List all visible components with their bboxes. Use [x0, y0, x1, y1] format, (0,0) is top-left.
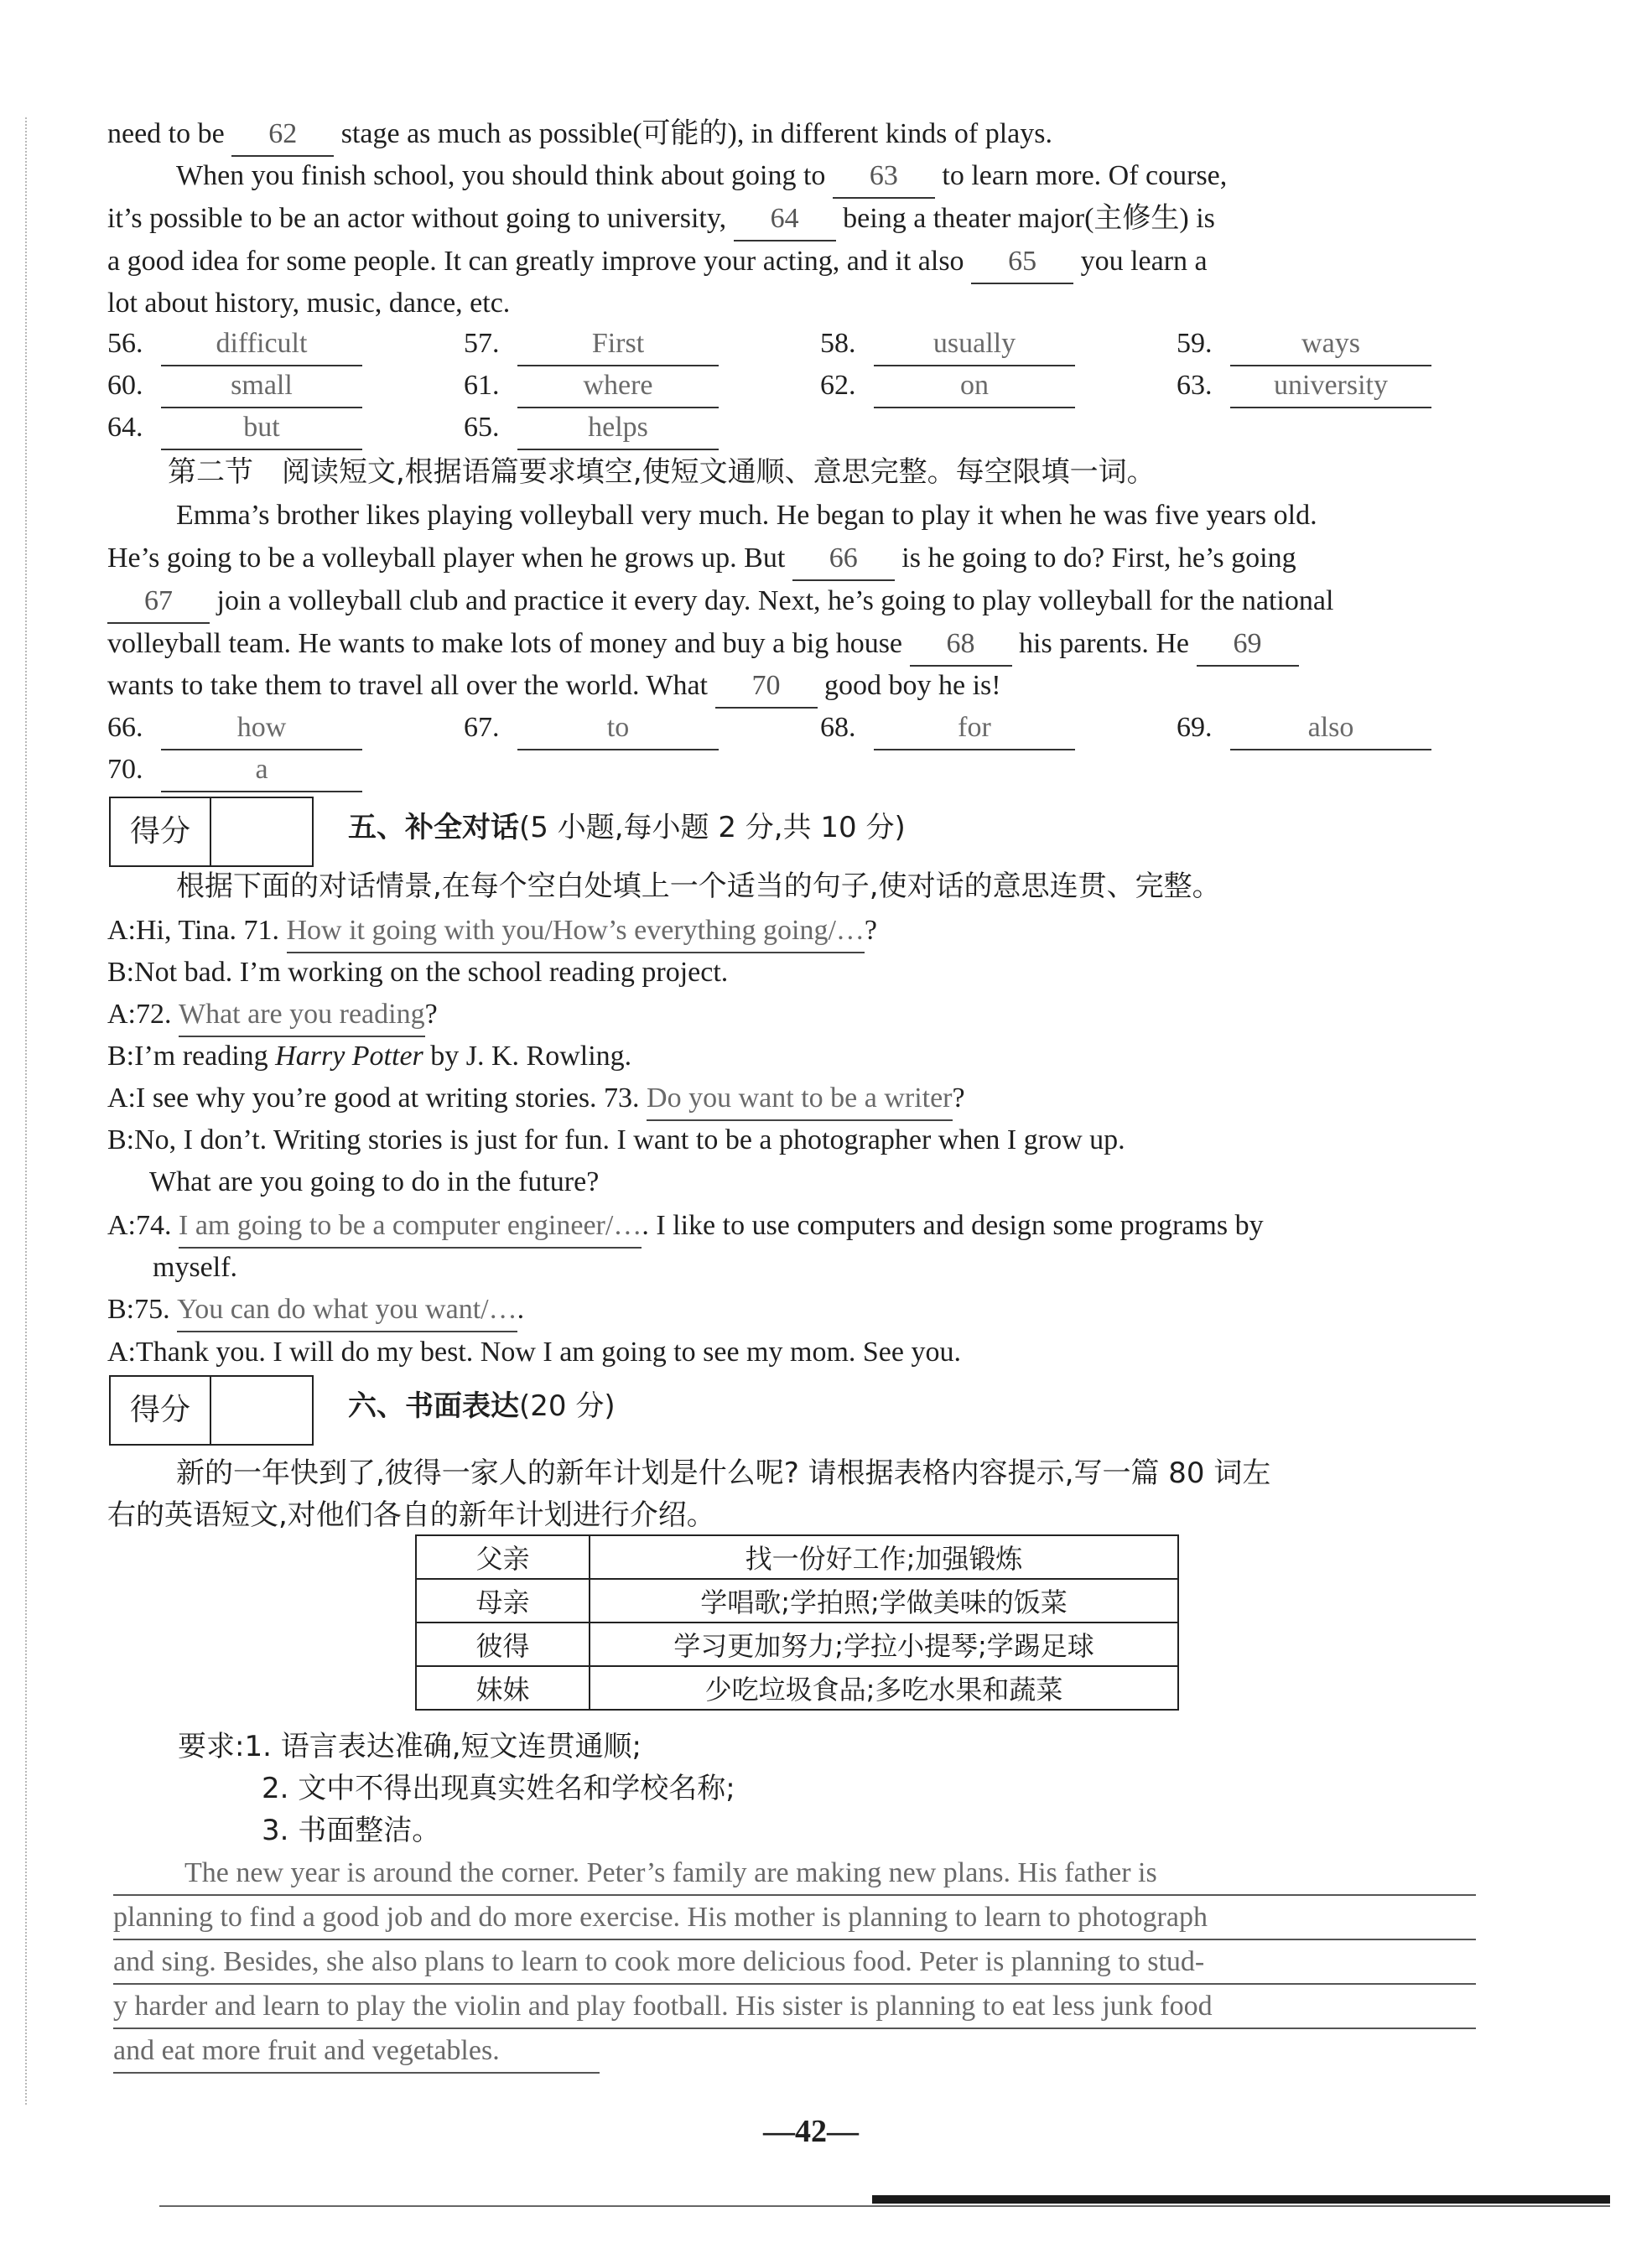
blank-67: 67	[107, 580, 210, 624]
answer-61: 61. where	[464, 365, 719, 408]
blank-63: 63	[833, 155, 935, 199]
binding-edge	[25, 117, 27, 2105]
requirement-3: 3. 书面整洁。	[262, 1814, 441, 1847]
dialogue-3: A:72. What are you reading?	[107, 994, 438, 1037]
answer-65: 65. helps	[464, 407, 719, 450]
dialogue-1: A:Hi, Tina. 71. How it going with you/How’s everything going/…?	[107, 910, 877, 953]
answer-74: I am going to be a computer engineer/…	[179, 1205, 642, 1249]
answer-64: 64. but	[107, 407, 362, 450]
answer-75: You can do what you want/…	[177, 1289, 517, 1332]
answer-62: 62. on	[820, 365, 1075, 408]
blank-69: 69	[1197, 623, 1299, 667]
section2-heading: 第二节 阅读短文,根据语篇要求填空,使短文通顺、意思完整。每空限填一词。	[168, 455, 1156, 489]
dialogue-9: myself.	[153, 1252, 238, 1283]
dialogue-5: A:I see why you’re good at writing stories. 73. Do you want to be a writer?	[107, 1077, 965, 1121]
essay-line: y harder and learn to play the violin and play football. His sister is planning to eat less junk food	[113, 1985, 1476, 2029]
blank-62: 62	[231, 113, 334, 157]
score-label: 得分	[111, 798, 211, 865]
passage-line-2: When you finish school, you should think about going to 63 to learn more. Of course,	[176, 155, 1227, 199]
essay-line: planning to find a good job and do more exercise. His mother is planning to learn to photograph	[113, 1896, 1476, 1940]
score-box-part6	[109, 1375, 314, 1446]
requirement-2: 2. 文中不得出现真实姓名和学校名称;	[262, 1772, 735, 1805]
answer-58: 58. usually	[820, 323, 1075, 366]
section2-line-5: wants to take them to travel all over the world. What 70 good boy he is!	[107, 665, 1001, 709]
table-row: 妹妹 少吃垃圾食品;多吃水果和蔬菜	[416, 1666, 1178, 1710]
dialogue-2: B:Not bad. I’m working on the school reading project.	[107, 957, 729, 988]
essay-line: and eat more fruit and vegetables.	[113, 2029, 600, 2074]
blank-68: 68	[910, 623, 1012, 667]
section2-line-1: Emma’s brother likes playing volleyball very much. He began to play it when he was five years old.	[176, 500, 1317, 531]
table-row: 彼得 学习更加努力;学拉小提琴;学踢足球	[416, 1623, 1178, 1666]
requirement-1: 要求:1. 语言表达准确,短文连贯通顺;	[178, 1730, 642, 1763]
passage-line-4: a good idea for some people. It can greatly improve your acting, and it also 65 you learn a	[107, 241, 1208, 284]
part5-instruction: 根据下面的对话情景,在每个空白处填上一个适当的句子,使对话的意思连贯、完整。	[176, 870, 1221, 903]
passage-line-3: it’s possible to be an actor without going to university, 64 being a theater major(主修生) is	[107, 198, 1215, 241]
answer-60: 60. small	[107, 365, 362, 408]
part6-instruction-2: 右的英语短文,对他们各自的新年计划进行介绍。	[107, 1498, 715, 1532]
dialogue-6: B:No, I don’t. Writing stories is just for fun. I want to be a photographer when I grow up.	[107, 1124, 1125, 1155]
dialogue-7: What are you going to do in the future?	[149, 1166, 600, 1197]
table-row: 母亲 学唱歌;学拍照;学做美味的饭菜	[416, 1579, 1178, 1623]
answer-68: 68. for	[820, 707, 1075, 750]
answer-56: 56. difficult	[107, 323, 362, 366]
dialogue-8: A:74. I am going to be a computer engineer/…. I like to use computers and design some programs by	[107, 1205, 1264, 1249]
answer-63: 63. university	[1177, 365, 1431, 408]
part6-instruction-1: 新的一年快到了,彼得一家人的新年计划是什么呢? 请根据表格内容提示,写一篇 80 词左	[176, 1456, 1271, 1490]
answer-71: How it going with you/How’s everything going/…	[287, 910, 865, 953]
score-box-part5	[109, 797, 314, 867]
score-label: 得分	[111, 1377, 211, 1444]
blank-66: 66	[792, 537, 895, 581]
answer-59: 59. ways	[1177, 323, 1431, 366]
part6-title: 六、书面表达(20 分)	[348, 1389, 616, 1423]
answer-70: 70. a	[107, 749, 362, 792]
answer-67: 67. to	[464, 707, 719, 750]
essay-answer	[113, 1851, 1476, 2074]
section2-line-3: 67 join a volleyball club and practice it every day. Next, he’s going to play volleyball for the national	[107, 580, 1333, 624]
blank-64: 64	[734, 198, 836, 241]
table-row: 父亲 找一份好工作;加强锻炼	[416, 1535, 1178, 1579]
passage-line-5: lot about history, music, dance, etc.	[107, 288, 511, 319]
answer-66: 66. how	[107, 707, 362, 750]
blank-65: 65	[971, 241, 1073, 284]
part5-title: 五、补全对话(5 小题,每小题 2 分,共 10 分)	[348, 811, 906, 844]
answer-73: Do you want to be a writer	[647, 1077, 952, 1121]
essay-line: and sing. Besides, she also plans to learn to cook more delicious food. Peter is planning to stud-	[113, 1940, 1476, 1985]
dialogue-10: B:75. You can do what you want/….	[107, 1289, 524, 1332]
bottom-rule-thin	[159, 2205, 1610, 2207]
answer-69: 69. also	[1177, 707, 1431, 750]
page-number: —42—	[763, 2114, 859, 2149]
passage-line-1: need to be 62 stage as much as possible(可能的), in different kinds of plays.	[107, 113, 1052, 157]
answer-72: What are you reading	[179, 994, 425, 1037]
section2-line-2: He’s going to be a volleyball player when he grows up. But 66 is he going to do? First, he’s going	[107, 537, 1296, 581]
answer-57: 57. First	[464, 323, 719, 366]
plan-table	[415, 1534, 1179, 1711]
blank-70: 70	[715, 665, 818, 709]
dialogue-4: B:I’m reading Harry Potter by J. K. Rowling.	[107, 1041, 632, 1072]
section2-line-4: volleyball team. He wants to make lots of money and buy a big house 68 his parents. He 69	[107, 623, 1299, 667]
essay-line: The new year is around the corner. Peter’s family are making new plans. His father is	[113, 1851, 1476, 1896]
dialogue-11: A:Thank you. I will do my best. Now I am going to see my mom. See you.	[107, 1337, 961, 1368]
bottom-rule	[872, 2195, 1610, 2204]
